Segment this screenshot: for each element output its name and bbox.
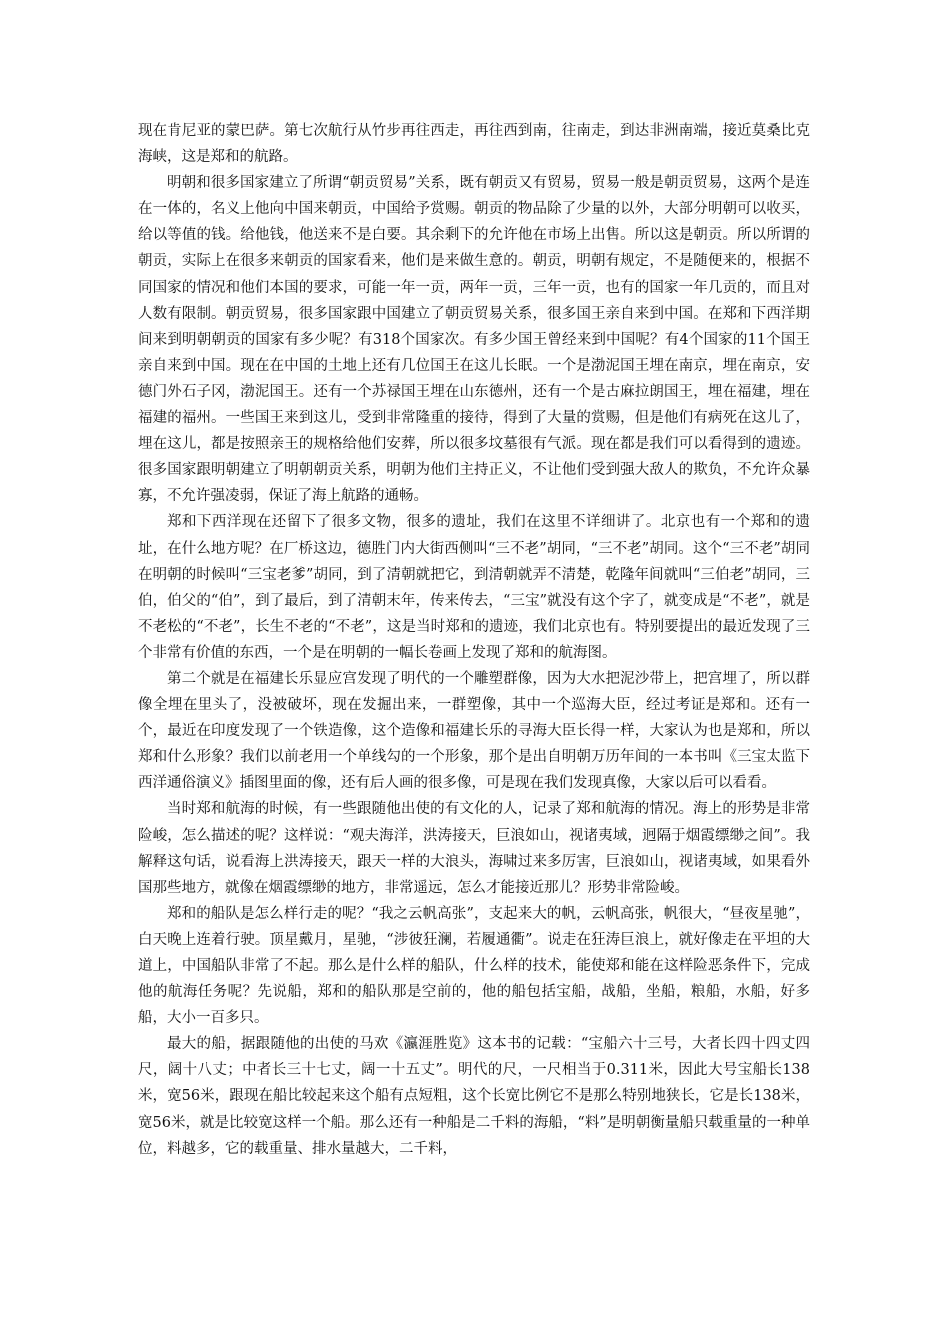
paragraph-continuation: 现在肯尼亚的蒙巴萨。第七次航行从竹步再往西走，再往西到南，往南走，到达非洲南端，接近莫桑比克海峡，这是郑和的航路。	[138, 123, 810, 166]
paragraph-fleet: 郑和的船队是怎么样行走的呢？“我之云帆高张”，支起来大的帆，云帆高张，帆很大，“昼夜星驰”，白天晚上连着行驶。顶星戴月，星驰，“涉彼狂澜，若履通衢”。说走在狂涛巨浪上，就好像走在平坦的大道上，中国船队非常了不起。那么是什么样的船队，什么样的技术，能使郑和能在这样险恶条件下，完成他的航海任务呢？先说船，郑和的船队那是空前的，他的船包括宝船，战船，坐船，粮船，水船，好多船，大小一百多只。	[138, 905, 810, 1027]
paragraph-statues: 第二个就是在福建长乐显应宫发现了明代的一个雕塑群像，因为大水把泥沙带上，把宫埋了，所以群像全埋在里头了，没被破坏，现在发掘出来，一群塑像，其中一个巡海大臣，经过考证是郑和。还有一个，最近在印度发现了一个铁造像，这个造像和福建长乐的寻海大臣长得一样，大家认为也是郑和，所以郑和什么形象？我们以前老用一个单线勾的一个形象，那个是出自明朝万历年间的一本书叫《三宝太监下西洋通俗演义》插图里面的像，还有后人画的很多像，可是现在我们发现真像，大家以后可以看看。	[138, 670, 810, 792]
paragraph-relics-beijing: 郑和下西洋现在还留下了很多文物，很多的遗址，我们在这里不详细讲了。北京也有一个郑和的遗址，在什么地方呢？在厂桥这边，德胜门内大街西侧叫“三不老”胡同，“三不老”胡同。这个“三不老”胡同在明朝的时候叫“三宝老爹”胡同，到了清朝就把它，到清朝就弄不清楚，乾隆年间就叫“三伯老”胡同，三伯，伯父的“伯”，到了最后，到了清朝末年，传来传去，“三宝”就没有这个字了，就变成是“不老”，就是不老松的“不老”，长生不老的“不老”，这是当时郑和的遗迹，我们北京也有。特别要提出的最近发现了三个非常有价值的东西，一个是在明朝的一幅长卷画上发现了郑和的航海图。	[138, 514, 810, 661]
paragraph-tribute-trade: 明朝和很多国家建立了所谓“朝贡贸易”关系，既有朝贡又有贸易，贸易一般是朝贡贸易，这两个是连在一体的，名义上他向中国来朝贡，中国给予赏赐。朝贡的物品除了少量的以外，大部分明朝可以收买，给以等值的钱。给他钱，他送来不是白要。其余剩下的允许他在市场上出售。所以这是朝贡。所以所谓的朝贡，实际上在很多来朝贡的国家看来，他们是来做生意的。朝贡，明朝有规定，不是随便来的，根据不同国家的情况和他们本国的要求，可能一年一贡，两年一贡，三年一贡，也有的国家一年几贡的，而且对人数有限制。朝贡贸易，很多国家跟中国建立了朝贡贸易关系，很多国王亲自来到中国。在郑和下西洋期间来到明朝朝贡的国家有多少呢？有318个国家次。有多少国王曾经来到中国呢？有4个国家的11个国王亲自来到中国。现在在中国的土地上还有几位国王在这儿长眠。一个是渤泥国王埋在南京，埋在南京，安德门外石子冈，渤泥国王。还有一个苏禄国王埋在山东德州，还有一个是古麻拉朗国王，埋在福建，埋在福建的福州。一些国王来到这儿，受到非常隆重的接待，得到了大量的赏赐，但是他们有病死在这儿了，埋在这儿，都是按照亲王的规格给他们安葬，所以很多坟墓很有气派。现在都是我们可以看得到的遗迹。很多国家跟明朝建立了明朝朝贡关系，明朝为他们主持正义，不让他们受到强大敌人的欺负，不允许众暴寡，不允许强凌弱，保证了海上航路的通畅。	[138, 175, 810, 505]
document-page	[138, 118, 810, 1162]
paragraph-treasure-ships: 最大的船，据跟随他的出使的马欢《瀛涯胜览》这本书的记载：“宝船六十三号，大者长四十四丈四尺，阔十八丈；中者长三十七丈，阔一十五丈”。明代的尺，一尺相当于0.311米，因此大号宝船长138米，宽56米，跟现在船比较起来这个船有点短粗，这个长宽比例它不是那么特别地狭长，它是长138米，宽56米，就是比较宽这样一个船。那么还有一种船是二千料的海船，“料”是明朝衡量船只载重量的一种单位，料越多，它的载重量、排水量越大，二千料，	[138, 1036, 810, 1157]
paragraph-sea-conditions: 当时郑和航海的时候，有一些跟随他出使的有文化的人，记录了郑和航海的情况。海上的形势是非常险峻，怎么描述的呢？这样说：“观夫海洋，洪涛接天，巨浪如山，视诸夷域，迥隔于烟霞缥缈之间”。我解释这句话，说看海上洪涛接天，跟天一样的大浪头，海啸过来多厉害，巨浪如山，视诸夷域，如果看外国那些地方，就像在烟霞缥缈的地方，非常遥远，怎么才能接近那儿？形势非常险峻。	[138, 801, 810, 896]
